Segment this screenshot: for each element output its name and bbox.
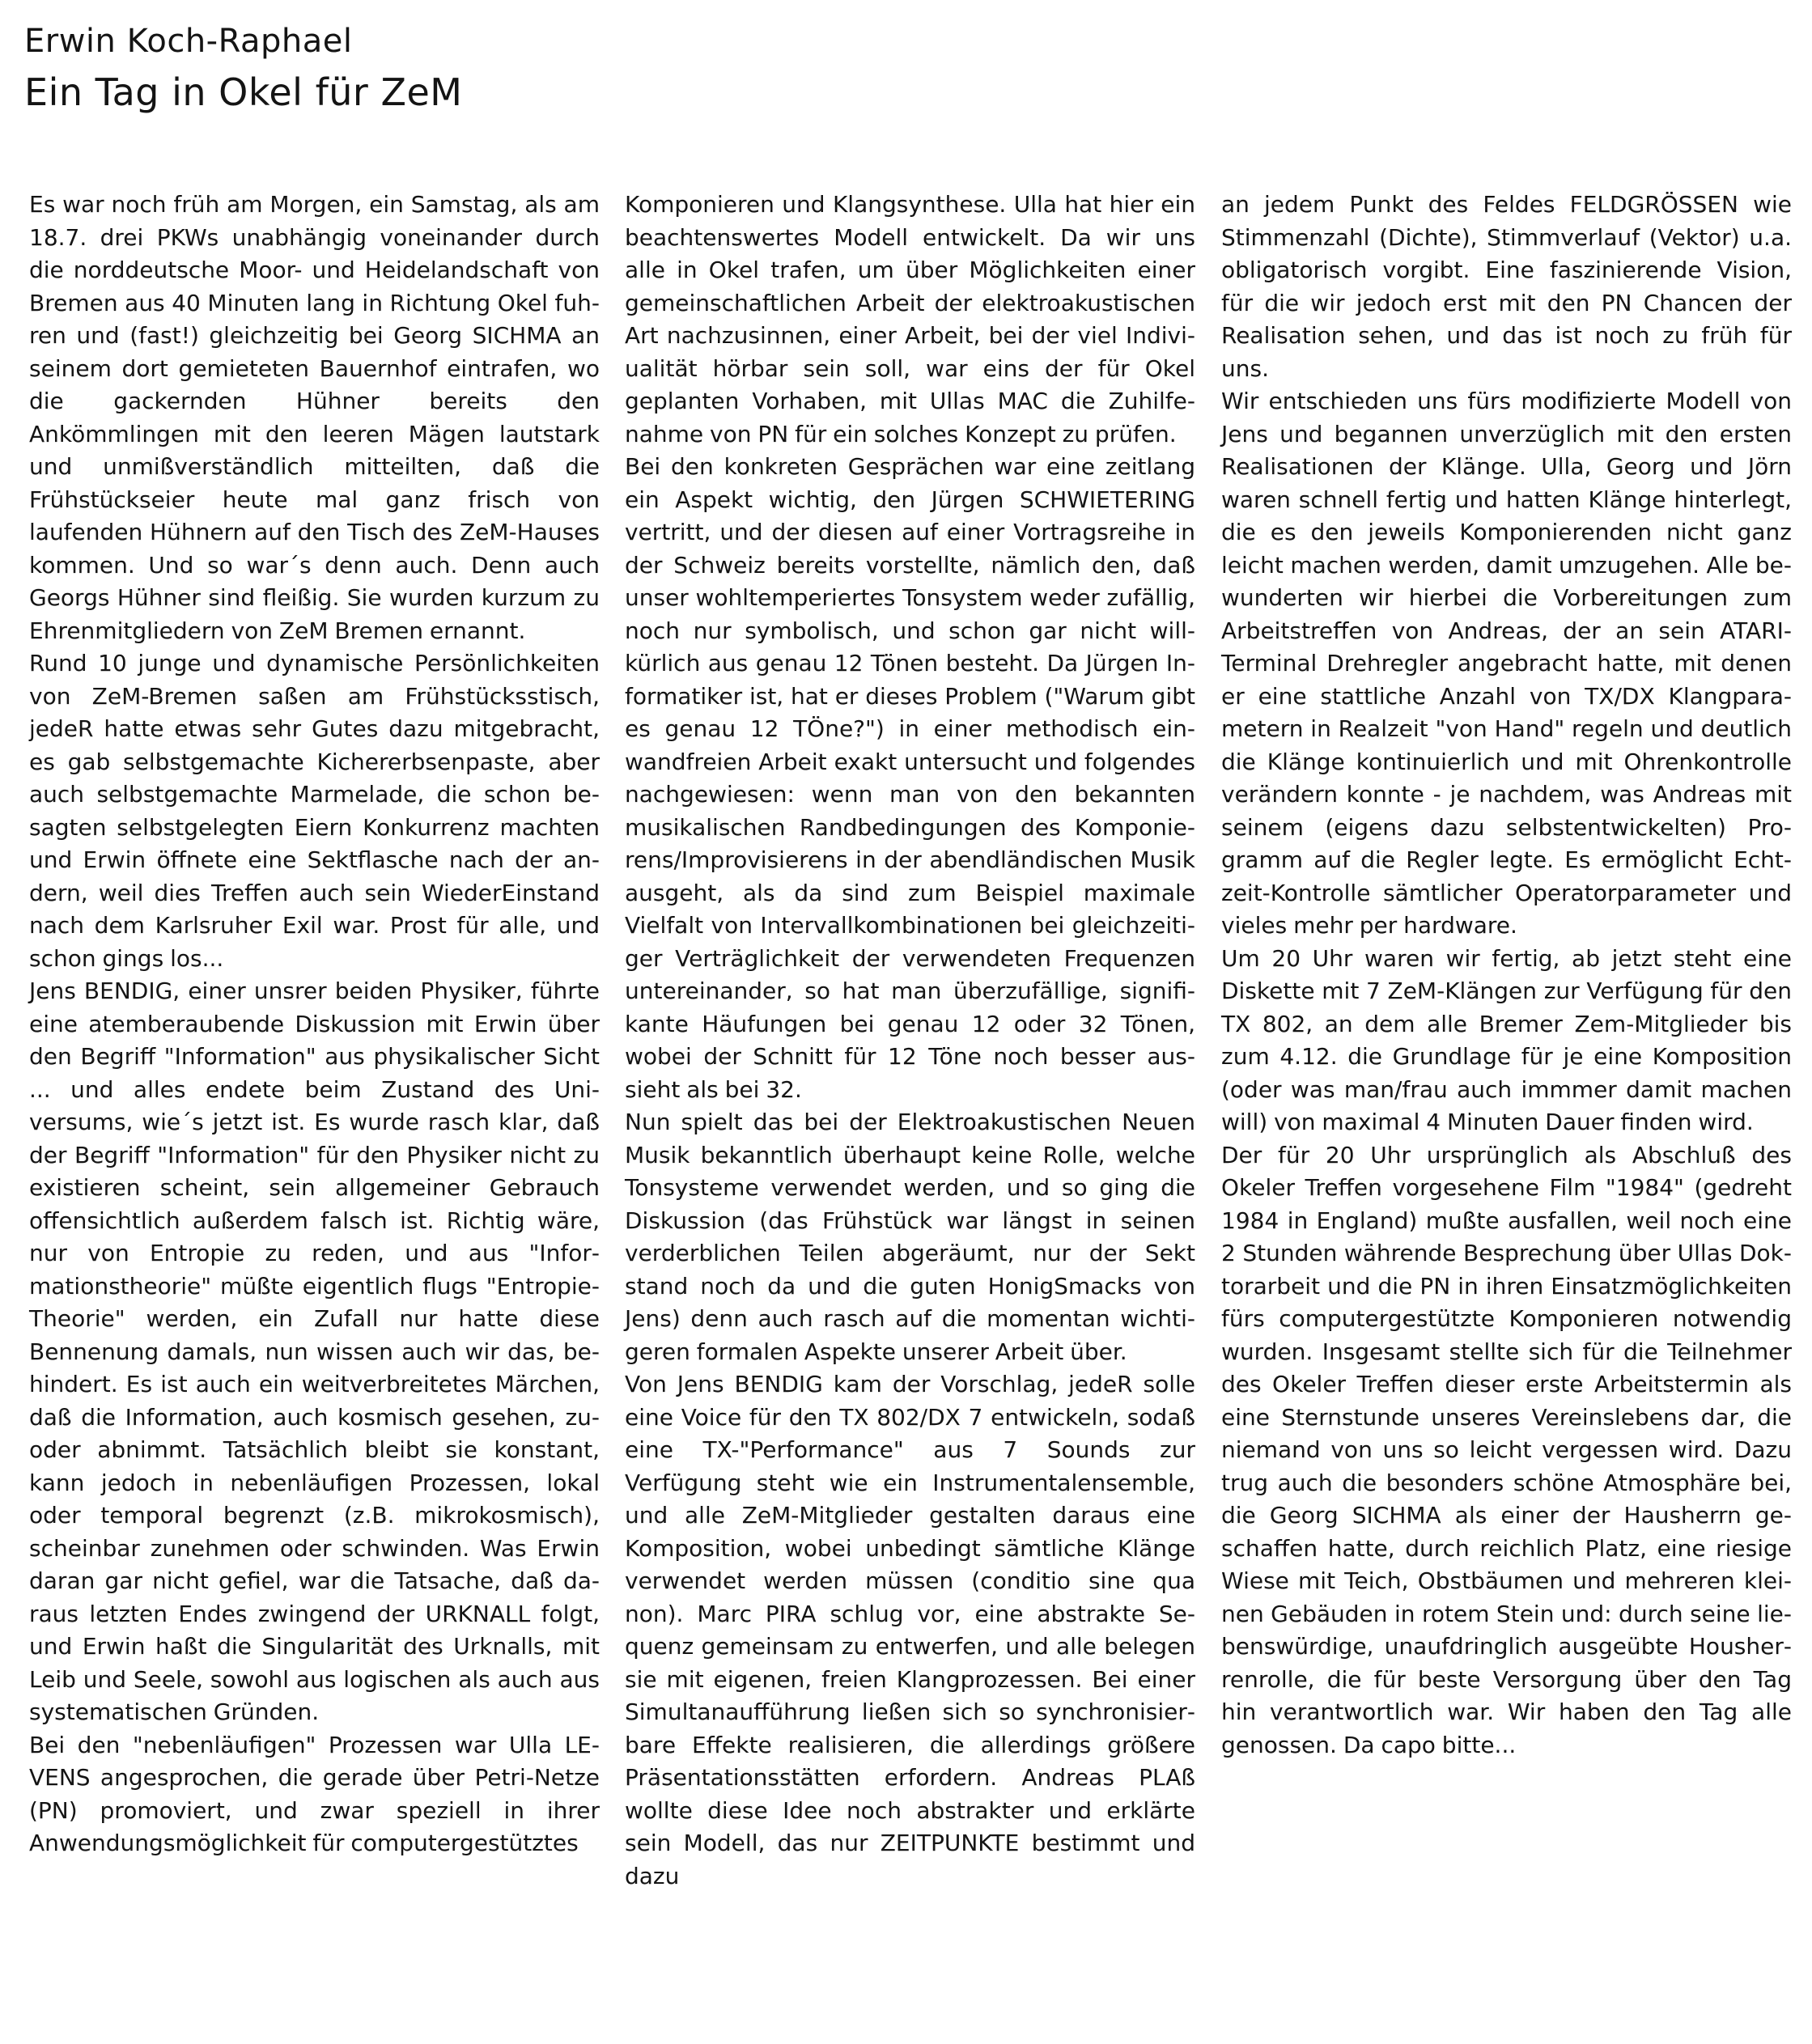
paragraph: Bei den "nebenläufigen" Prozessen war Ulla LEVENS angesprochen, die gerade über Petri-Netze (PN) promoviert, und zwar speziell in ihrer Anwendungsmöglichkeit für computergestütztes bbox=[29, 1731, 600, 1856]
paragraph: Von Jens BENDIG kam der Vorschlag, jedeR solle eine Voice für den TX 802/DX 7 entwickeln, sodaß eine TX-"Performance" aus 7 Sounds zur Verfügung steht wie ein Instrumentalensemble, und alle ZeM-Mitglieder gestalten daraus eine Komposition, wobei unbedingt sämtliche Klänge verwendet werden müssen (conditio sine qua non). Marc PIRA schlug vor, eine abstrakte Sequenz gemeinsam zu entwerfen, und alle belegen sie mit eigenen, freien Klangprozessen. Bei einer Simultanaufführung ließen sich so synchronisierbare Effekte realisieren, die allerdings größere Präsentationsstätten erfordern. Andreas PLAß wollte diese Idee noch abstrakter und erklärte sein Modell, das nur ZEITPUNKTE bestimmt und dazu bbox=[625, 1371, 1195, 1889]
paragraph: Jens BENDIG, einer unsrer beiden Physiker, führte eine atemberaubende Diskussion mit Erwin über den Begriff "Information" aus physikalischer Sicht ... und alles endete beim Zustand des Universums, wie´s jetzt ist. Es wurde rasch klar, daß der Begriff "Information" für den Physiker nicht zu existieren scheint, sein allgemeiner Gebrauch offensichtlich außerdem falsch ist. Richtig wäre, nur von Entropie zu reden, und aus "Informationstheorie" müßte eigentlich flugs "Entropie-Theorie" werden, ein Zufall nur hatte diese Bennenung damals, nun wissen auch wir das, behindert. Es ist auch ein weitverbreitetes Märchen, daß die Information, auch kosmisch gesehen, zu- oder abnimmt. Tatsächlich bleibt sie konstant, kann jedoch in nebenläufigen Prozessen, lokal oder temporal begrenzt (z.B. mikrokosmisch), scheinbar zunehmen oder schwinden. Was Erwin daran gar nicht gefiel, war die Tatsache, daß daraus letzten Endes zwingend der URKNALL folgt, und Erwin haßt die Singularität des Urknalls, mit Leib und Seele, sowohl aus logischen als auch aus systematischen Gründen. bbox=[29, 977, 600, 1725]
paragraph: Der für 20 Uhr ursprünglich als Abschluß des Okeler Treffen vorgesehene Film "1984" (gedreht 1984 in England) mußte ausfallen, weil noch eine 2 Stunden währende Besprechung über Ullas Doktorarbeit und die PN in ihren Einsatzmöglichkeiten fürs computergestützte Komponieren notwendig wurden. Insgesamt stellte sich für die Teilnehmer des Okeler Treffen dieser erste Arbeitstermin als eine Sternstunde unseres Vereinslebens dar, die niemand von uns so leicht vergessen wird. Dazu trug auch die besonders schöne Atmosphäre bei, die Georg SICHMA als einer der Hausherrn geschaffen hatte, durch reichlich Platz, eine riesige Wiese mit Teich, Obstbäumen und mehreren kleinen Gebäuden in rotem Stein und: durch seine liebenswürdige, unaufdringlich ausgeübte Housherrenrolle, die für beste Versorgung über den Tag hin verantwortlich war. Wir haben den Tag alle genossen. Da capo bitte... bbox=[1221, 1141, 1792, 1758]
article-title: Ein Tag in Okel für ZeM bbox=[24, 70, 463, 114]
text-column-1 bbox=[29, 189, 600, 1860]
paragraph: Wir entschieden uns fürs modifizierte Modell von Jens und begannen unverzüglich mit den ersten Realisationen der Klänge. Ulla, Georg und Jörn waren schnell fertig und hatten Klänge hinterlegt, die es den jeweils Komponierenden nicht ganz leicht machen werden, damit umzugehen. Alle bewunderten wir hierbei die Vorbereitungen zum Arbeitstreffen von Andreas, der an sein ATARI-Terminal Drehregler angebracht hatte, mit denen er eine stattliche Anzahl von TX/DX Klangparametern in Realzeit "von Hand" regeln und deutlich die Klänge kontinuierlich und mit Ohrenkontrolle verändern konnte - je nachdem, was Andreas mit seinem (eigens dazu selbstentwickelten) Programm auf die Regler legte. Es ermöglicht Echtzeit-Kontrolle sämtlicher Operatorparameter und vieles mehr per hardware. bbox=[1221, 388, 1792, 939]
paragraph: Um 20 Uhr waren wir fertig, ab jetzt steht eine Diskette mit 7 ZeM-Klängen zur Verfügung für den TX 802, an dem alle Bremer Zem-Mitglieder bis zum 4.12. die Grundlage für je eine Komposition (oder was man/frau auch immmer damit machen will) von maximal 4 Minuten Dauer finden wird. bbox=[1221, 944, 1792, 1135]
paragraph: an jedem Punkt des Feldes FELDGRÖSSEN wie Stimmenzahl (Dichte), Stimmverlauf (Vektor) u.a. obligatorisch vorgibt. Eine faszinierende Vision, für die wir jedoch erst mit den PN Chancen der Realisation sehen, und das ist noch zu früh für uns. bbox=[1221, 191, 1792, 382]
paragraph: Rund 10 junge und dynamische Persönlichkeiten von ZeM-Bremen saßen am Frühstücksstisch, jedeR hatte etwas sehr Gutes dazu mitgebracht, es gab selbstgemachte Kichererbsenpaste, aber auch selbstgemachte Marmelade, die schon besagten selbstgelegten Eiern Konkurrenz machten und Erwin öffnete eine Sektflasche nach der andern, weil dies Treffen auch sein WiederEinstand nach dem Karlsruher Exil war. Prost für alle, und schon gings los... bbox=[29, 650, 600, 972]
paragraph: Bei den konkreten Gesprächen war eine zeitlang ein Aspekt wichtig, den Jürgen SCHWIETERING vertritt, und der diesen auf einer Vortragsreihe in der Schweiz bereits vorstellte, nämlich den, daß unser wohltemperiertes Tonsystem weder zufällig, noch nur symbolisch, und schon gar nicht willkürlich aus genau 12 Tönen besteht. Da Jürgen Informatiker ist, hat er dieses Problem ("Warum gibt es genau 12 TÖne?") in einer methodisch einwandfreien Arbeit exakt untersucht und folgendes nachgewiesen: wenn man von den bekannten musikalischen Randbedingungen des Komponierens/Improvisierens in der abendländischen Musik ausgeht, als da sind zum Beispiel maximale Vielfalt von Intervallkombinationen bei gleichzeitiger Verträglichkeit der verwendeten Frequenzen untereinander, so hat man überzufällige, signifikante Häufungen bei genau 12 oder 32 Tönen, wobei der Schnitt für 12 Töne noch besser aussieht als bei 32. bbox=[625, 453, 1195, 1103]
article-header bbox=[24, 18, 462, 120]
text-column-3 bbox=[1221, 189, 1792, 1762]
author-name: Erwin Koch-Raphael bbox=[24, 23, 353, 60]
paragraph: Komponieren und Klangsynthese. Ulla hat hier ein beachtenswertes Modell entwickelt. Da wir uns alle in Okel trafen, um über Möglichkeiten einer gemeinschaftlichen Arbeit der elektroakustischen Art nachzusinnen, einer Arbeit, bei der viel Indiviualität hörbar sein soll, war eins der für Okel geplanten Vorhaben, mit Ullas MAC die Zuhilfenahme von PN für ein solches Konzept zu prüfen. bbox=[625, 191, 1195, 447]
paragraph: Nun spielt das bei der Elektroakustischen Neuen Musik bekanntlich überhaupt keine Rolle, welche Tonsysteme verwendet werden, und so ging die Diskussion (das Frühstück war längst in seinen verderblichen Teilen abgeräumt, nur der Sekt stand noch da und die guten HonigSmacks von Jens) denn auch rasch auf die momentan wichtigeren formalen Aspekte unserer Arbeit über. bbox=[625, 1109, 1195, 1365]
paragraph: Es war noch früh am Morgen, ein Samstag, als am 18.7. drei PKWs unabhängig voneinander durch die norddeutsche Moor- und Heidelandschaft von Bremen aus 40 Minuten lang in Richtung Okel fuhren und (fast!) gleichzeitig bei Georg SICHMA an seinem dort gemieteten Bauernhof eintrafen, wo die gackernden Hühner bereits den Ankömmlingen mit den leeren Mägen lautstark und unmißverständlich mitteilten, daß die Frühstückseier heute mal ganz frisch von laufenden Hühnern auf den Tisch des ZeM-Hauses kommen. Und so war´s denn auch. Denn auch Georgs Hühner sind fleißig. Sie wurden kurzum zu Ehrenmitgliedern von ZeM Bremen ernannt. bbox=[29, 191, 600, 644]
text-column-2 bbox=[625, 189, 1195, 1893]
